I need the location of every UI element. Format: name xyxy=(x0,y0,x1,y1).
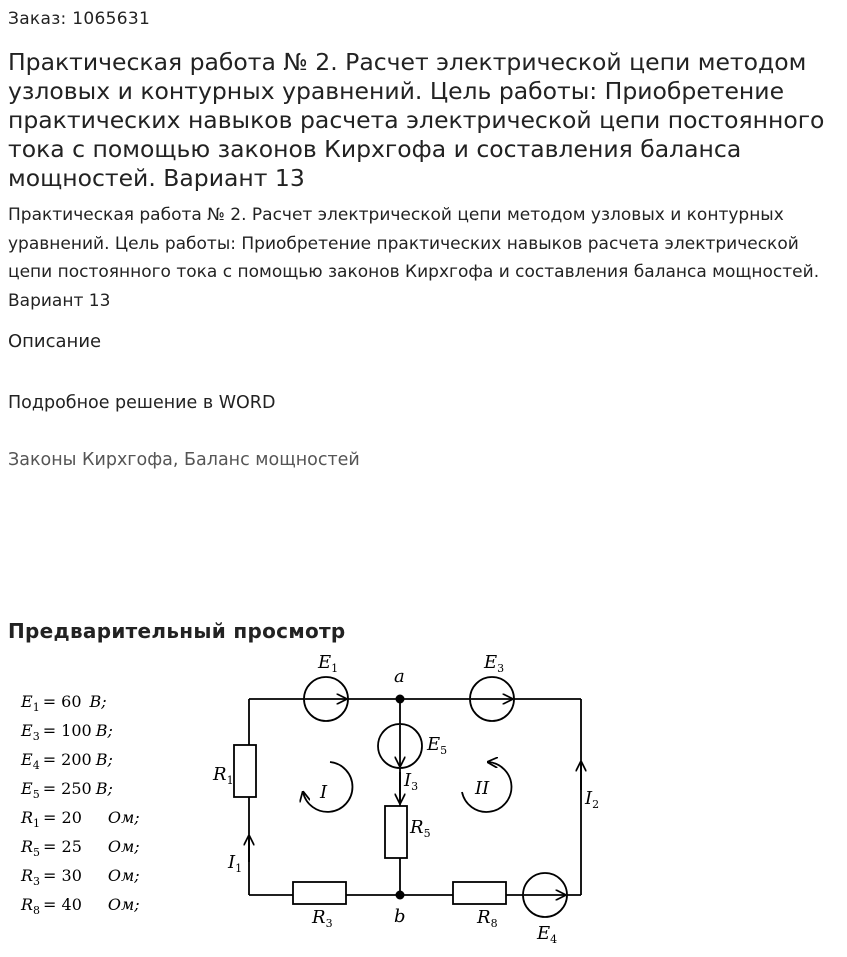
label-i3: $I_3$ xyxy=(404,770,419,793)
label-r3: $R_3$ xyxy=(312,907,333,930)
resistor-r3 xyxy=(293,882,346,904)
tag-list xyxy=(8,450,360,470)
resistor-r1 xyxy=(234,745,256,797)
label-e5: $E_5$ xyxy=(427,734,448,757)
preview-heading: Предварительный просмотр xyxy=(8,619,346,643)
tag-link-power-balance[interactable]: Баланс мощностей xyxy=(184,450,360,470)
loop-i-label: I xyxy=(320,782,328,803)
param-r5: $R_5 = 25$ Ом; xyxy=(21,837,140,859)
source-e3 xyxy=(470,677,514,721)
label-i2: $I_2$ xyxy=(585,788,600,811)
param-e3: $E_3 = 100$ В; xyxy=(21,721,113,743)
label-i1: $I_1$ xyxy=(228,852,243,875)
page-title: Практическая работа № 2. Расчет электрической цепи методом узловых и контурных уравнений. Цель работы: Приобретение практических навыков расчета электрической цепи постоянного тока с помощью законов Кирхгофа и составления баланса мощностей. Вариант 13 xyxy=(8,48,825,192)
param-list xyxy=(20,692,140,917)
param-r1: $R_1 = 20$ Ом; xyxy=(21,808,140,830)
loop-i-arrow xyxy=(303,762,352,812)
node-a-label: a xyxy=(394,666,405,687)
param-e5: $E_5 = 250$ В; xyxy=(21,779,113,801)
description-heading: Описание xyxy=(8,331,102,352)
param-e1: $E_1 = 60$ В; xyxy=(21,692,107,714)
node-b-label: b xyxy=(394,906,406,927)
resistor-r8 xyxy=(453,882,506,904)
label-r1: $R_1$ xyxy=(213,764,234,787)
param-e4: $E_4 = 200$ В; xyxy=(21,750,113,772)
resistor-r5 xyxy=(385,806,407,858)
tag-separator: , xyxy=(172,450,185,470)
label-r5: $R_5$ xyxy=(410,817,431,840)
label-e1: $E_1$ xyxy=(318,652,339,675)
node-b-dot xyxy=(396,891,405,900)
label-e4: $E_4$ xyxy=(537,923,558,946)
solution-note: Подробное решение в WORD xyxy=(8,393,276,413)
source-e4 xyxy=(523,873,567,917)
order-number: Заказ: 1065631 xyxy=(8,9,151,29)
param-r8: $R_8 = 40$ Ом; xyxy=(21,895,140,917)
source-e5 xyxy=(378,724,422,768)
label-r8: $R_8$ xyxy=(477,907,498,930)
param-r3: $R_3 = 30$ Ом; xyxy=(21,866,140,888)
node-a-dot xyxy=(396,695,405,704)
preview-image xyxy=(0,640,847,957)
short-description: Практическая работа № 2. Расчет электрической цепи методом узловых и контурных уравнений. Цель работы: Приобретение практических навыков расчета электрической цепи постоянного тока с помощью законов Кирхгофа и составления баланса мощностей. Вариант 13 xyxy=(8,205,820,311)
tag-link-kirchhoff[interactable]: Законы Кирхгофа xyxy=(8,450,173,470)
source-e1 xyxy=(304,677,348,721)
loop-ii-label: II xyxy=(475,778,490,799)
label-e3: $E_3$ xyxy=(484,652,505,675)
circuit-diagram xyxy=(234,677,581,917)
